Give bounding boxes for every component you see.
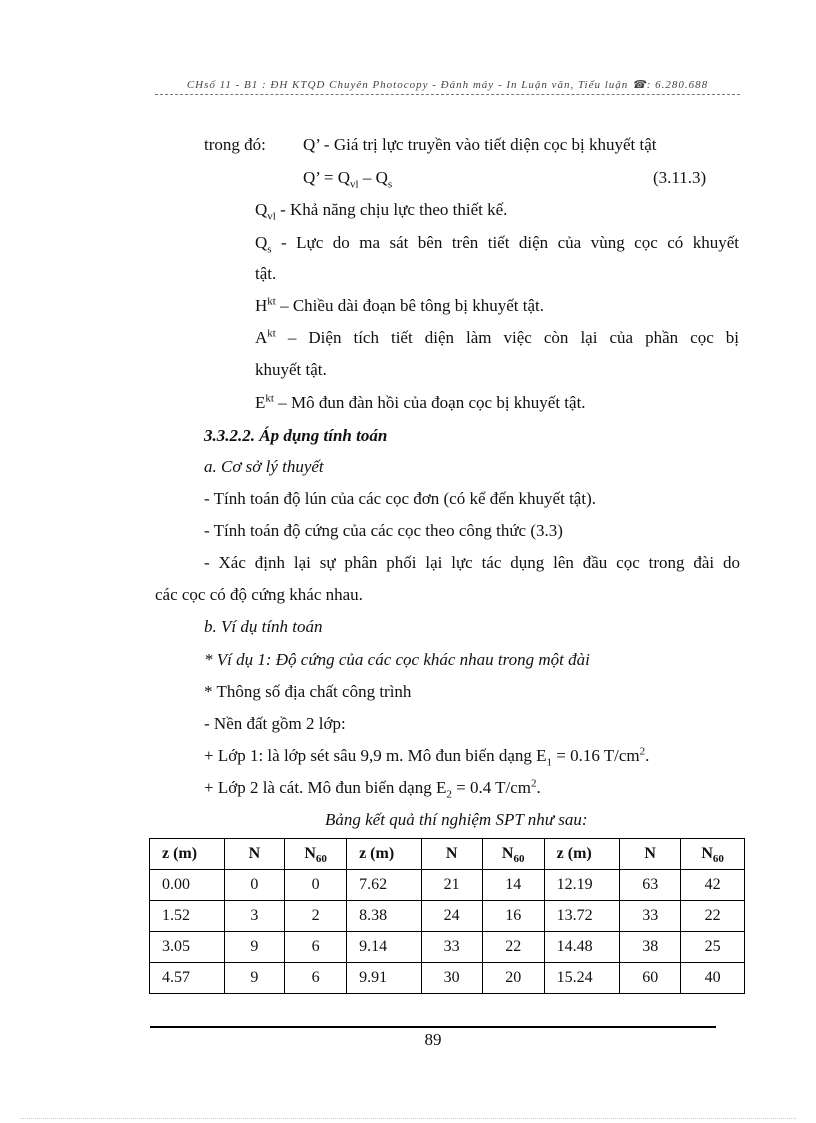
table-row (150, 932, 745, 963)
table-cell: 30 (421, 963, 482, 994)
header-main: N (644, 845, 656, 862)
spt-results-table (149, 838, 745, 994)
akt-definition (255, 328, 739, 348)
table-cell: 22 (681, 901, 745, 932)
qvl-definition (255, 200, 508, 223)
soil-layers: - Nền đất gồm 2 lớp: (204, 714, 346, 733)
table-cell: 6 (285, 932, 347, 963)
eq-sub-vl: vl (350, 178, 359, 191)
header-main: N (248, 845, 261, 862)
table-cell: 0.00 (150, 870, 225, 901)
layer-1 (204, 745, 650, 769)
table-cell: 1.52 (150, 901, 225, 932)
table-cell: 40 (681, 963, 745, 994)
hkt-definition (255, 296, 544, 316)
ekt-sup: kt (265, 392, 274, 405)
subheading-b: b. Ví dụ tính toán (204, 617, 323, 636)
akt-continuation: khuyết tật. (255, 360, 327, 379)
footer-rule (150, 1026, 716, 1028)
akt-symbol: A (255, 328, 268, 347)
layer1-sub: 1 (546, 756, 552, 769)
table-cell: 24 (421, 901, 482, 932)
page-number: 89 (424, 1030, 442, 1049)
akt-text: – Diện tích tiết diện làm việc còn lại của phần cọc bị (275, 328, 739, 347)
qvl-text: - Khả năng chịu lực theo thiết kế. (275, 200, 508, 219)
table-header-cell (482, 839, 544, 870)
table-row (150, 870, 745, 901)
table-header-cell (544, 839, 619, 870)
page-header: CHsố 11 - B1 : ĐH KTQD Chuyên Photocopy - Đánh máy - In Luận văn, Tiểu luận ☎: 6.280.688 (186, 79, 709, 91)
table-cell: 7.62 (347, 870, 422, 901)
table-cell: 33 (620, 901, 681, 932)
layer2-pre: + Lớp 2 là cát. Mô đun biến dạng E (204, 778, 447, 797)
akt-sup: kt (267, 327, 276, 340)
table-cell: 60 (620, 963, 681, 994)
table-cell: 21 (421, 870, 482, 901)
table-header-cell (620, 839, 681, 870)
table-header-cell (421, 839, 482, 870)
geology-params: * Thông số địa chất công trình (204, 682, 412, 701)
ekt-definition (255, 393, 586, 413)
qvl-symbol: Q (255, 200, 268, 219)
qvl-sub: vl (267, 210, 276, 223)
table-cell: 42 (681, 870, 745, 901)
hkt-symbol: H (255, 296, 268, 315)
eq-mid: – Q (358, 168, 388, 187)
layer1-sup: 2 (639, 745, 646, 758)
header-sub: 60 (513, 853, 525, 866)
header-main: z (m) (556, 845, 592, 862)
subheading-a: a. Cơ sở lý thuyết (204, 457, 324, 476)
table-cell: 33 (421, 932, 482, 963)
qs-definition (255, 233, 739, 256)
table-header-cell (681, 839, 745, 870)
table-header-cell (150, 839, 225, 870)
layer2-post: . (536, 778, 541, 797)
table-cell: 6 (285, 963, 347, 994)
equation-number: (3.11.3) (653, 168, 707, 187)
qs-symbol: Q (255, 233, 268, 252)
q-prime-definition: Q’ - Giá trị lực truyền vào tiết diện cọc bị khuyết tật (303, 135, 657, 154)
table-header-cell (285, 839, 347, 870)
where-label: trong đó: (204, 135, 266, 154)
table-cell: 15.24 (544, 963, 619, 994)
header-main: N (445, 845, 458, 862)
layer-2 (204, 777, 541, 801)
layer2-sup: 2 (531, 777, 537, 790)
bullet-stiffness: - Tính toán độ cứng của các cọc theo công thức (3.3) (204, 521, 563, 540)
header-main: N (304, 845, 316, 862)
table-cell: 16 (482, 901, 544, 932)
header-rule (155, 94, 740, 95)
table-cell: 3 (224, 901, 285, 932)
header-main: z (m) (162, 845, 198, 862)
table-cell: 14 (482, 870, 544, 901)
table-cell: 0 (224, 870, 285, 901)
table-cell: 2 (285, 901, 347, 932)
qs-continuation: tật. (255, 264, 277, 283)
table-cell: 4.57 (150, 963, 225, 994)
equation-3-11-3 (303, 168, 393, 191)
layer1-pre: + Lớp 1: là lớp sét sâu 9,9 m. Mô đun biến dạng E (204, 746, 547, 765)
table-cell: 25 (681, 932, 745, 963)
table-cell: 8.38 (347, 901, 422, 932)
table-cell: 9 (224, 932, 285, 963)
table-cell: 3.05 (150, 932, 225, 963)
table-cell: 38 (620, 932, 681, 963)
table-cell: 13.72 (544, 901, 619, 932)
table-caption: Bảng kết quả thí nghiệm SPT như sau: (325, 810, 588, 829)
example-1-title: * Ví dụ 1: Độ cứng của các cọc khác nhau trong một đài (204, 650, 590, 669)
table-cell: 0 (285, 870, 347, 901)
header-main: N (701, 845, 713, 862)
section-heading: 3.3.2.2. Áp dụng tính toán (204, 426, 388, 445)
table-cell: 9.91 (347, 963, 422, 994)
table-cell: 12.19 (544, 870, 619, 901)
table-header-cell (224, 839, 285, 870)
hkt-sup: kt (267, 295, 276, 308)
table-cell: 9.14 (347, 932, 422, 963)
layer2-sub: 2 (446, 788, 452, 801)
bottom-edge-dots (20, 1118, 796, 1119)
hkt-text: – Chiều dài đoạn bê tông bị khuyết tật. (275, 296, 545, 315)
qs-text: - Lực do ma sát bên trên tiết diện của vùng cọc có khuyết (271, 233, 739, 252)
bullet-redistribution-cont: các cọc có độ cứng khác nhau. (155, 585, 363, 604)
table-cell: 63 (620, 870, 681, 901)
ekt-text: – Mô đun đàn hồi của đoạn cọc bị khuyết tật. (273, 393, 586, 412)
table-cell: 9 (224, 963, 285, 994)
table-cell: 14.48 (544, 932, 619, 963)
bullet-settlement: - Tính toán độ lún của các cọc đơn (có kể đến khuyết tật). (204, 489, 596, 508)
eq-sub-s: s (387, 178, 393, 191)
header-sub: 60 (712, 853, 724, 866)
header-main: z (m) (359, 845, 395, 862)
table-header-cell (347, 839, 422, 870)
table-header-row (150, 839, 745, 870)
table-cell: 22 (482, 932, 544, 963)
qs-sub: s (267, 243, 272, 256)
eq-lhs: Q’ = Q (303, 168, 351, 187)
table-cell: 20 (482, 963, 544, 994)
bullet-redistribution: - Xác định lại sự phân phối lại lực tác dụng lên đầu cọc trong đài do (204, 553, 740, 572)
layer2-mid: = 0.4 T/cm (451, 778, 532, 797)
header-main: N (501, 845, 514, 862)
layer1-post: . (645, 746, 650, 765)
ekt-symbol: E (255, 393, 266, 412)
table-row (150, 963, 745, 994)
layer1-mid: = 0.16 T/cm (552, 746, 640, 765)
header-sub: 60 (315, 853, 327, 866)
table-row (150, 901, 745, 932)
table-body (150, 870, 745, 994)
